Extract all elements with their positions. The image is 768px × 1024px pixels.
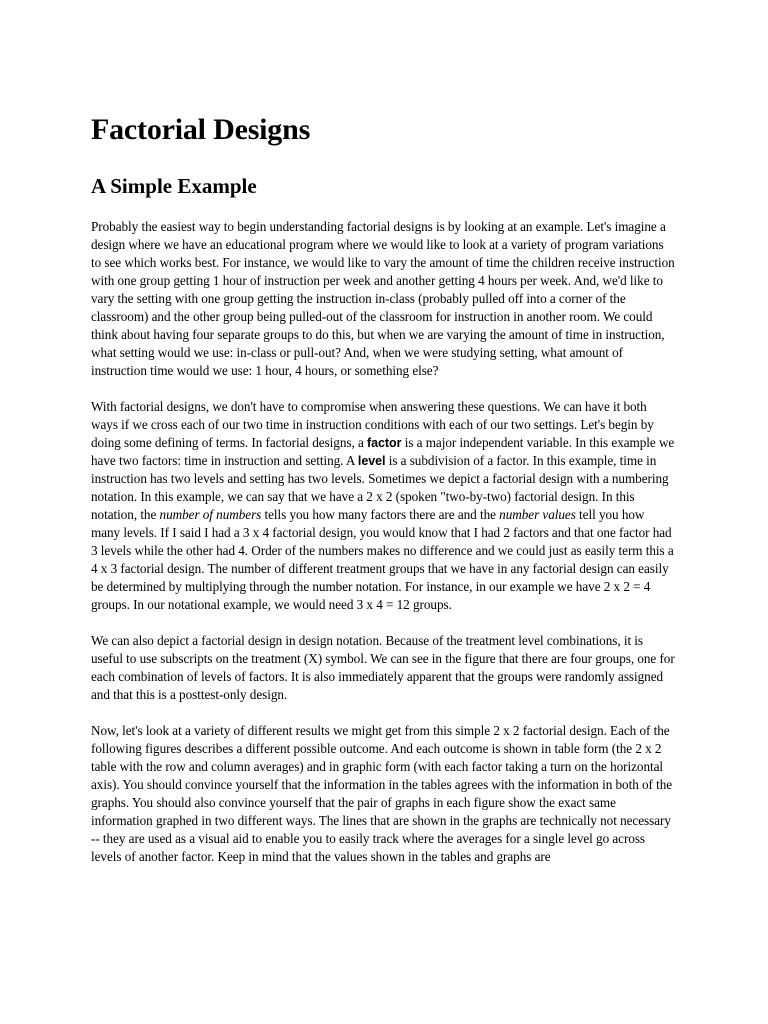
paragraph-results: Now, let's look at a variety of different results we might get from this simple 2 x 2 factorial design. Each of the following figures describes a different possible outcome. And each outcome is shown in table form (the 2 x 2 table with the row and column averages) and in graphic form (with each factor taking a turn on the horizontal axis). You should convince yourself that the information in the tables agrees with the information in both of the graphs. You should also convince yourself that the pair of graphs in each figure show the exact same information graphed in two different ways. The lines that are shown in the graphs are technically not necessary -- they are used as a visual aid to enable you to easily track where the averages for a single level go across levels of another factor. Keep in mind that the values shown in the tables and graphs are <box>91 723 673 864</box>
page-title: Factorial Designs <box>91 113 311 146</box>
paragraph-definitions <box>91 398 675 614</box>
paragraph-definitions-text: tells you how many factors there are and the <box>261 507 500 522</box>
section-heading: A Simple Example <box>91 174 257 198</box>
paragraph-design-notation: We can also depict a factorial design in design notation. Because of the treatment level combinations, it is useful to use subscripts on the treatment (X) symbol. We can see in the figure that there are four groups, one for each combination of levels of factors. It is also immediately apparent that the groups were randomly assigned and that this is a posttest-only design. <box>91 633 675 702</box>
emphasis-number-values: number values <box>499 507 576 522</box>
paragraph-definitions-text: is a subdivision of a factor. In this example, time in instruction has two levels and setting has two levels. Sometimes we depict a factorial design with a numbering notation. In this example, we can say that we have a 2 x 2 (spoken "two-by-two) factorial design. In this notation, the <box>91 453 669 522</box>
emphasis-number-of-numbers: number of numbers <box>159 507 262 522</box>
paragraph-definitions-text: tell you how many levels. If I said I had a 3 x 4 factorial design, you would know that I had 2 factors and that one factor had 3 levels while the other had 4. Order of the numbers makes no difference and we could just as easily term this a 4 x 3 factorial design. The number of different treatment groups that we have in any factorial design can easily be determined by multiplying through the number notation. For instance, in our example we have 2 x 2 = 4 groups. In our notational example, we would need 3 x 4 = 12 groups. <box>91 507 674 612</box>
paragraph-intro: Probably the easiest way to begin understanding factorial designs is by looking at an example. Let's imagine a design where we have an educational program where we would like to look at a variety of program variations to see which works best. For instance, we would like to vary the amount of time the children receive instruction with one group getting 1 hour of instruction per week and another getting 4 hours per week. And, we'd like to vary the setting with one group getting the instruction in-class (probably pulled off into a corner of the classroom) and the other group being pulled-out of the classroom for instruction in another room. We could think about having four separate groups to do this, but when we are varying the amount of time in instruction, what setting would we use: in-class or pull-out? And, when we were studying setting, what amount of instruction time would we use: 1 hour, 4 hours, or something else? <box>91 219 675 378</box>
term-level: level <box>357 454 386 468</box>
document-page <box>91 110 675 866</box>
paragraph-definitions-text: With factorial designs, we don't have to compromise when answering these questions. We can have it both ways if we cross each of our two time in instruction conditions with each of our two settings. Let's begin by doing some defining of terms. In factorial designs, a <box>91 399 654 450</box>
paragraph-definitions-text: is a major independent variable. In this example we have two factors: time in instruction and setting. A <box>91 435 675 468</box>
term-factor: factor <box>367 436 402 450</box>
